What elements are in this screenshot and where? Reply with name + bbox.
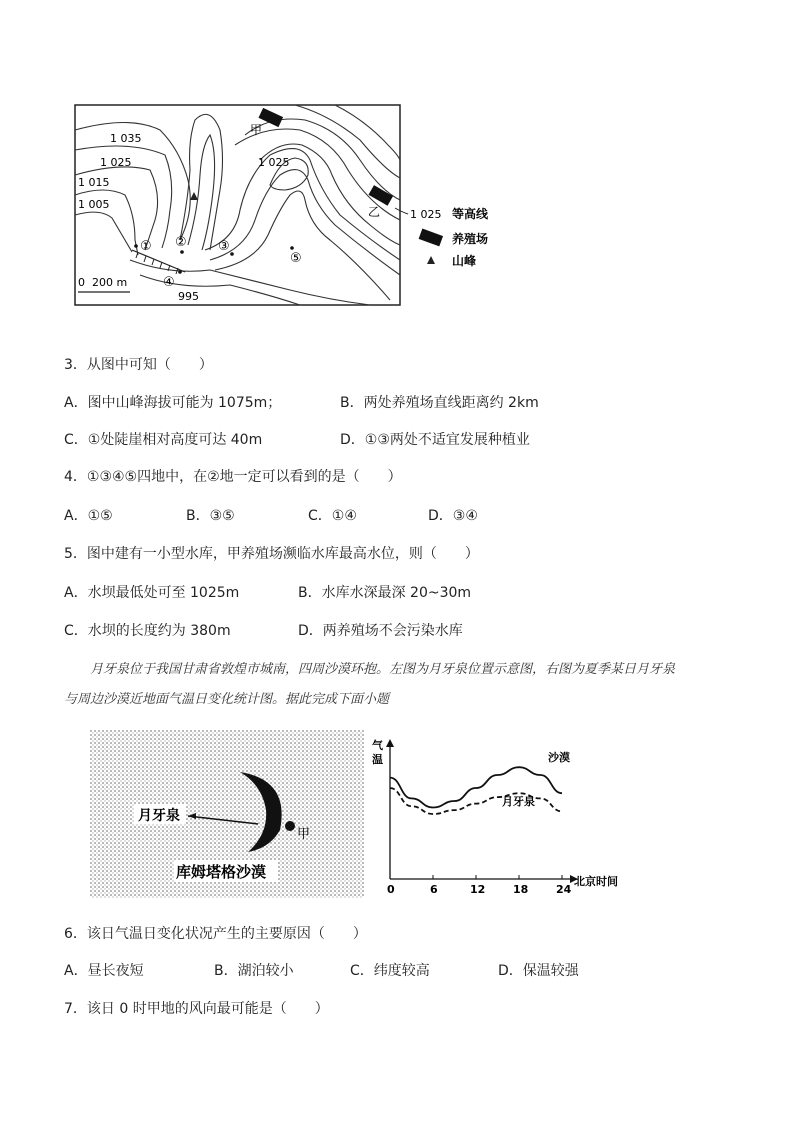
contour-label-1005: 1 005 xyxy=(78,198,110,211)
contour-label-1025-inner: 1 025 xyxy=(258,156,290,169)
series-label-desert: 沙漠 xyxy=(548,751,570,764)
moon-spring-map xyxy=(90,730,364,898)
x-tick-label: 0 xyxy=(387,883,395,895)
x-tick-label: 24 xyxy=(556,883,572,895)
q6-option-d: D．保温较强 xyxy=(498,963,579,979)
spring-label: 月牙泉 xyxy=(138,808,180,824)
q3-option-d: D．①③两处不适宜发展种植业 xyxy=(340,432,530,448)
legend-contour-label: 等高线 xyxy=(452,207,489,221)
question-4-stem: 4．①③④⑤四地中，在②地一定可以看到的是（ ） xyxy=(64,469,402,485)
contour-label-995: 995 xyxy=(178,290,199,303)
legend-farm-icon xyxy=(419,229,443,247)
passage-line-1: 月牙泉位于我国甘肃省敦煌市城南，四周沙漠环抱。左图为月牙泉位置示意图，右图为夏季某日月牙泉 xyxy=(90,662,676,677)
y-axis-arrow-icon xyxy=(386,739,394,747)
q6-option-b: B．湖泊较小 xyxy=(214,963,294,979)
y-axis-label-2: 温 xyxy=(372,753,383,766)
q4-option-a: A．①⑤ xyxy=(64,508,113,524)
q3-option-b: B．两处养殖场直线距离约 2km xyxy=(340,395,539,411)
scale-label: 0 200 m xyxy=(78,276,128,289)
point-3-label: ③ xyxy=(218,239,230,254)
q6-option-a: A．昼长夜短 xyxy=(64,963,144,979)
point-4-label: ④ xyxy=(163,275,175,290)
y-axis-label-1: 气 xyxy=(372,739,383,752)
q3-option-c: C．①处陡崖相对高度可达 40m xyxy=(64,432,263,448)
q5-option-a: A．水坝最低处可至 1025m xyxy=(64,585,240,601)
q5-option-c: C．水坝的长度约为 380m xyxy=(64,623,231,639)
topo-map-figure xyxy=(70,100,510,310)
q3-option-a: A．图中山峰海拔可能为 1075m； xyxy=(64,395,282,411)
x-tick-label: 18 xyxy=(513,883,529,895)
point-jia-marker xyxy=(285,821,295,831)
point-5-label: ⑤ xyxy=(290,251,302,266)
x-tick-label: 12 xyxy=(470,883,486,895)
question-6-stem: 6．该日气温日变化状况产生的主要原因（ ） xyxy=(64,926,367,942)
farm-jia-label: 甲 xyxy=(250,123,263,137)
passage-line-2: 与周边沙漠近地面气温日变化统计图。据此完成下面小题 xyxy=(64,692,390,707)
point-1-label: ① xyxy=(140,239,152,254)
question-5-stem: 5．图中建有一小型水库，甲养殖场濒临水库最高水位，则（ ） xyxy=(64,546,479,562)
q6-option-c: C．纬度较高 xyxy=(350,963,430,979)
legend-peak-icon xyxy=(427,256,435,264)
legend-peak-label: 山峰 xyxy=(452,254,477,268)
question-7-stem: 7．该日 0 时甲地的风向最可能是（ ） xyxy=(64,1001,329,1017)
q4-option-d: D．③④ xyxy=(428,508,478,524)
question-3-stem: 3．从图中可知（ ） xyxy=(64,357,213,373)
contour-label-1015: 1 015 xyxy=(78,176,110,189)
q5-option-b: B．水库水深最深 20~30m xyxy=(298,585,472,601)
q4-option-c: C．①④ xyxy=(308,508,357,524)
q4-option-b: B．③⑤ xyxy=(186,508,235,524)
x-axis-label: 北京时间 xyxy=(574,875,618,888)
contour-label-1035: 1 035 xyxy=(110,132,142,145)
contour-label-1025: 1 025 xyxy=(100,156,132,169)
desert-label: 库姆塔格沙漠 xyxy=(176,863,267,881)
q5-option-d: D．两养殖场不会污染水库 xyxy=(298,623,463,639)
reading-passage xyxy=(64,655,734,715)
series-line-desert xyxy=(390,767,562,807)
point-jia-label: 甲 xyxy=(297,827,311,842)
series-label-spring: 月牙泉 xyxy=(502,795,535,808)
series-line-spring xyxy=(390,788,562,814)
topo-map xyxy=(70,100,510,310)
legend-farm-label: 养殖场 xyxy=(452,232,489,246)
point-2-label: ② xyxy=(175,235,187,250)
farm-yi-label: 乙 xyxy=(368,205,381,219)
legend-contour-value: 1 025 xyxy=(410,208,442,221)
x-tick-label: 6 xyxy=(430,883,438,895)
temperature-chart xyxy=(370,735,626,895)
